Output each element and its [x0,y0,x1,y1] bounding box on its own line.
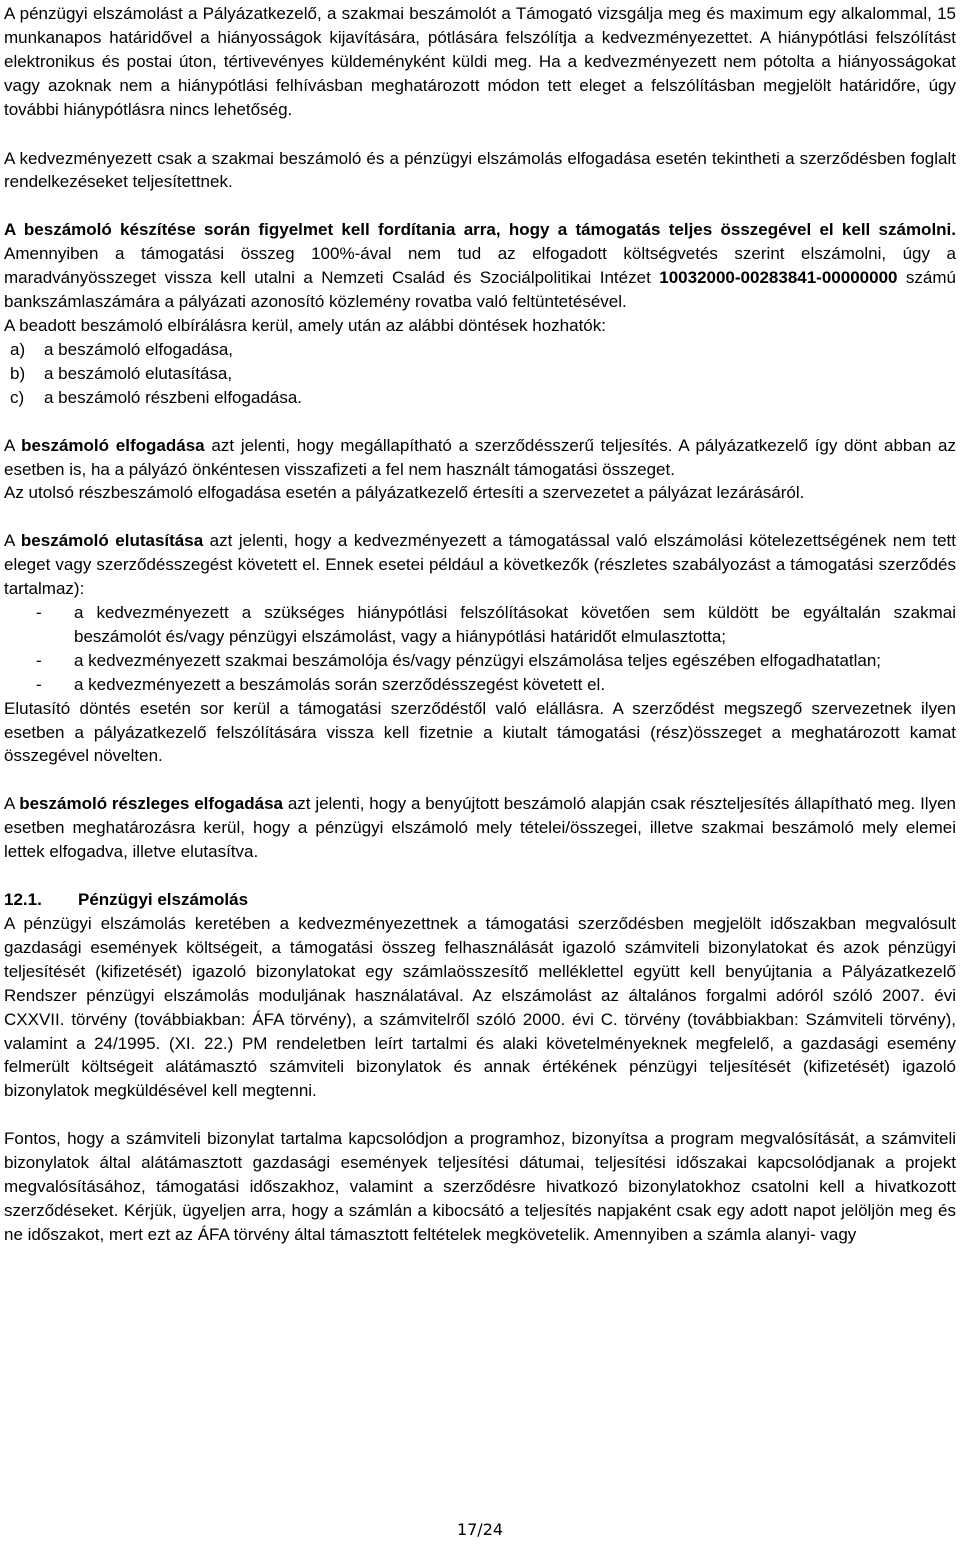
spacer [4,1103,956,1127]
paragraph-rejection [4,529,956,601]
paragraph-partial-acceptance [4,792,956,864]
list-marker: c) [10,387,25,407]
list-item-text: a beszámoló elfogadása, [44,339,234,359]
term-partial-acceptance: beszámoló részleges elfogadása [19,794,284,814]
text-partial-definition: azt jelenti, hogy a benyújtott beszámoló alapján csak részteljesítés állapítható meg. Ilyen esetben meghatározásra kerül, hogy a pénzügyi elszámoló mely tételei/összegei, illetve szakmai beszámoló mely elemei lettek elfogadva, illetve elutasítva. [4,794,956,862]
bold-full-amount-notice: A beszámoló készítése során figyelmet kell fordítania arra, hogy a támogatás teljes összegével el kell számolni. [4,220,956,240]
text-rejection-definition: azt jelenti, hogy a kedvezményezett a támogatással való elszámolási kötelezettségének nem tett eleget vagy szerződésszegést követett el. Ennek esetei például a következők (részletes szabályozást a támogatási szerződés tartalmaz): [4,531,956,599]
paragraph-withdrawal: Elutasító döntés esetén sor kerül a támogatási szerződéstől való elállásra. A szerződést megszegő szervezetnek ilyen esetben a pályázatkezelő felszólítására vissza kell fizetnie a kiutalt támogatási (rész)összeget a meghatározott kamat összegével növelten. [4,698,956,766]
list-item-text: a beszámoló részbeni elfogadása. [44,387,302,407]
paragraph-fulfilment: A kedvezményezett csak a szakmai beszámoló és a pénzügyi elszámolás elfogadása esetén tekintheti a szerződésben foglalt rendelkezéseket teljesítettnek. [4,148,956,192]
term-rejection: beszámoló elutasítása [20,531,204,551]
list-item [4,601,956,649]
list-item [4,386,956,410]
text-prefix: A [4,435,22,455]
term-acceptance: beszámoló elfogadása [21,435,205,455]
spacer [4,768,956,792]
decisions-intro: A beadott beszámoló elbírálásra kerül, amely után az alábbi döntések hozhatók: [4,315,606,335]
paragraph-final-report: Az utolsó részbeszámoló elfogadása esetén a pályázatkezelő értesíti a szervezetet a pályázat lezárásáról. [4,483,805,503]
list-item [4,338,956,362]
paragraph-full-amount [4,218,956,314]
list-item-text: a kedvezményezett szakmai beszámolója és/vagy pénzügyi elszámolása teljes egészében elfogadhatatlan; [74,650,882,670]
list-dash: - [36,603,42,623]
paragraph-accounting-documents: Fontos, hogy a számviteli bizonylat tartalma kapcsolódjon a programhoz, bizonyítsa a program megvalósítását, a számviteli bizonylatok által alátámasztott gazdasági események teljesítési dátumai, teljesítési időszakai kapcsolódjanak a projekt megvalósításához, támogatási időszakhoz, valamint a szerződésre hivatkozó bizonylatokhoz csatolni kell a hivatkozott szerződéseket. Kérjük, ügyeljen arra, hogy a számlán a kibocsátó a teljesítés napjaként csak egy adott napot jelöljön meg és ne időszakot, mert ezt az ÁFA törvény által támasztott feltételek megkövetelik. Amennyiben a számla alanyi- vagy [4,1129,956,1244]
section-title: Pénzügyi elszámolás [78,890,249,910]
list-item-text: a kedvezményezett a beszámolás során szerződésszegést követett el. [74,674,606,694]
decisions-list [4,338,956,410]
list-item [4,673,956,697]
section-number: 12.1. [4,890,42,910]
spacer [4,505,956,529]
list-item [4,362,956,386]
spacer [4,194,956,218]
section-heading [4,888,956,912]
text-remainder-transfer: Amennyiben a támogatási összeg 100%-ával nem tud az elfogadott költségvetés szerint elszámolni, úgy a maradványösszeget vissza kell utalni a Nemzeti Család és Szociálpolitikai Intézet [4,244,956,288]
list-item-text: a beszámoló elutasítása, [44,363,233,383]
text-prefix: A [4,531,21,551]
rejection-cases-list [4,601,956,697]
text-remainder-end: számú bankszámlaszámára a pályázati azonosító közlemény rovatba való feltüntetésével. [4,268,957,312]
list-marker: b) [10,363,26,383]
text-prefix: A [4,794,20,814]
page-number: 17/24 [456,1520,504,1539]
paragraph-financial-settlement: A pénzügyi elszámolás keretében a kedvezményezettnek a támogatási szerződésben megjelölt időszakban megvalósult gazdasági események költségeit, a támogatási összeg felhasználását igazoló számviteli bizonylatokat és azok pénzügyi teljesítését (kifizetését) igazoló bizonylatokat egy számlaösszesítő melléklettel együtt kell benyújtania a Pályázatkezelő Rendszer pénzügyi elszámolás moduljának használatával. Az elszámolást az általános forgalmi adóról szóló 2007. évi CXXVII. törvény (továbbiakban: ÁFA törvény), a számvitelről szóló 2000. évi C. törvény (továbbiakban: Számviteli törvény), valamint a 24/1995. (XI. 22.) PM rendeletben leírt tartalmi és alaki követelményeknek megfelelő, a gazdasági esemény felmerült költségeit alátámasztó számviteli bizonylatok és annak értékének pénzügyi teljesítését (kifizetését) igazoló bizonylatok megküldésével kell megtenni. [4,914,956,1101]
spacer [4,122,956,147]
text-acceptance-definition: azt jelenti, hogy megállapítható a szerződésszerű teljesítés. A pályázatkezelő így dönt abban az esetben is, ha a pályázó önkéntesen visszafizeti a fel nem használt támogatási összeget. [4,435,956,479]
spacer [4,410,956,434]
list-item-text: a kedvezményezett a szükséges hiánypótlási felszólításokat követően sem küldött be egyáltalán szakmai beszámolót és/vagy pénzügyi elszámolást, vagy a hiánypótlási határidőt elmulasztotta; [74,603,956,646]
list-dash: - [36,650,42,670]
document-page [4,0,956,1247]
bank-account-number: 10032000-00283841-00000000 [659,268,898,288]
list-item [4,649,956,673]
paragraph-review-deficiency: A pénzügyi elszámolást a Pályázatkezelő, a szakmai beszámolót a Támogató vizsgálja meg és maximum egy alkalommal, 15 munkanapos határidővel a hiányosságok kijavítására, pótlására felszólítja a kedvezményezettet. A hiánypótlási felszólítást elektronikus és postai úton, tértivevényes küldeményként küldi meg. Ha a kedvezményezett nem pótolta a hiányosságokat vagy azoknak nem a hiánypótlási felhívásban meghatározott módon tett eleget a felszólításban megjelölt határidőre, úgy további hiánypótlásra nincs lehetőség. [4,4,956,119]
spacer [4,864,956,888]
list-marker: a) [10,339,26,359]
list-dash: - [36,674,42,694]
paragraph-acceptance [4,434,956,482]
